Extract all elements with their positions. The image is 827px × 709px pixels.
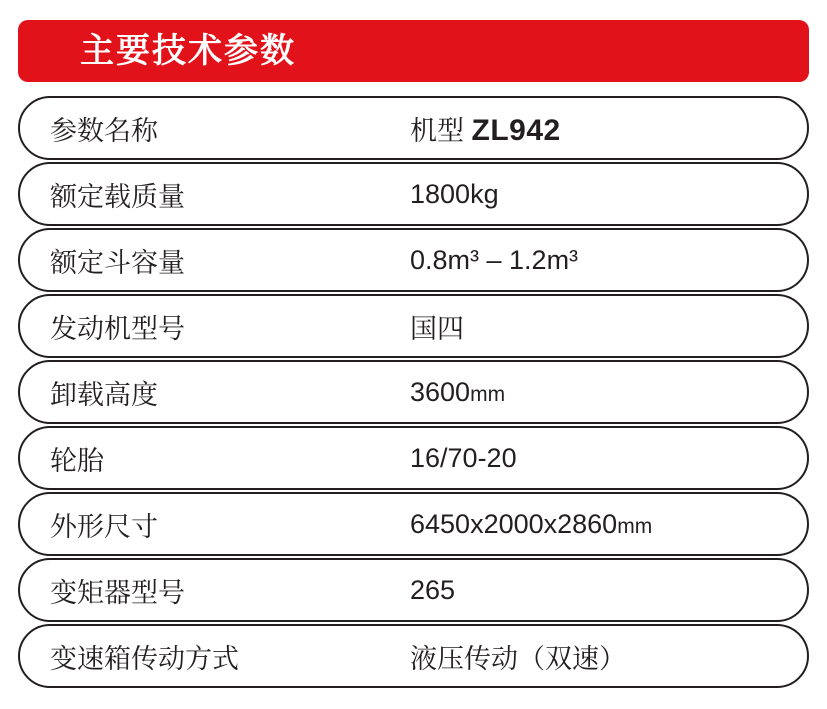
row-label: 额定斗容量: [50, 247, 185, 278]
row-label: 变速箱传动方式: [50, 643, 239, 674]
row-value: 0.8m³ – 1.2m³: [410, 244, 579, 275]
table-row: [18, 96, 809, 160]
table-row: [18, 492, 809, 556]
value-number: 3600: [410, 376, 471, 407]
model-prefix: 机型: [410, 115, 472, 146]
row-value: 265: [410, 574, 456, 605]
row-label: 参数名称: [50, 115, 158, 146]
row-label: 外形尺寸: [50, 511, 158, 542]
row-label: 变矩器型号: [50, 577, 185, 608]
row-value: 1800kg: [410, 178, 499, 209]
table-row: [18, 294, 809, 358]
table-row: [18, 624, 809, 688]
row-value: [410, 509, 807, 540]
page-title: 主要技术参数: [80, 32, 296, 70]
row-value: 16/70-20: [410, 442, 517, 473]
table-row: [18, 426, 809, 490]
row-label: 额定载质量: [50, 181, 185, 212]
model-code: ZL942: [471, 113, 561, 147]
row-label: 发动机型号: [50, 313, 185, 344]
value-unit: mm: [470, 382, 506, 406]
row-label: 轮胎: [50, 445, 104, 476]
row-value: 国四: [410, 313, 464, 344]
header-bar: [18, 20, 809, 82]
value-number: 6450x2000x2860: [410, 508, 618, 539]
table-row: [18, 558, 809, 622]
spec-table: [18, 96, 809, 688]
row-label: 卸载高度: [50, 379, 158, 410]
table-row: [18, 360, 809, 424]
value-unit: mm: [617, 514, 653, 538]
row-value: [410, 109, 807, 148]
row-value: 液压传动（双速）: [410, 643, 626, 674]
row-value: [410, 377, 807, 408]
table-row: [18, 162, 809, 226]
table-row: [18, 228, 809, 292]
